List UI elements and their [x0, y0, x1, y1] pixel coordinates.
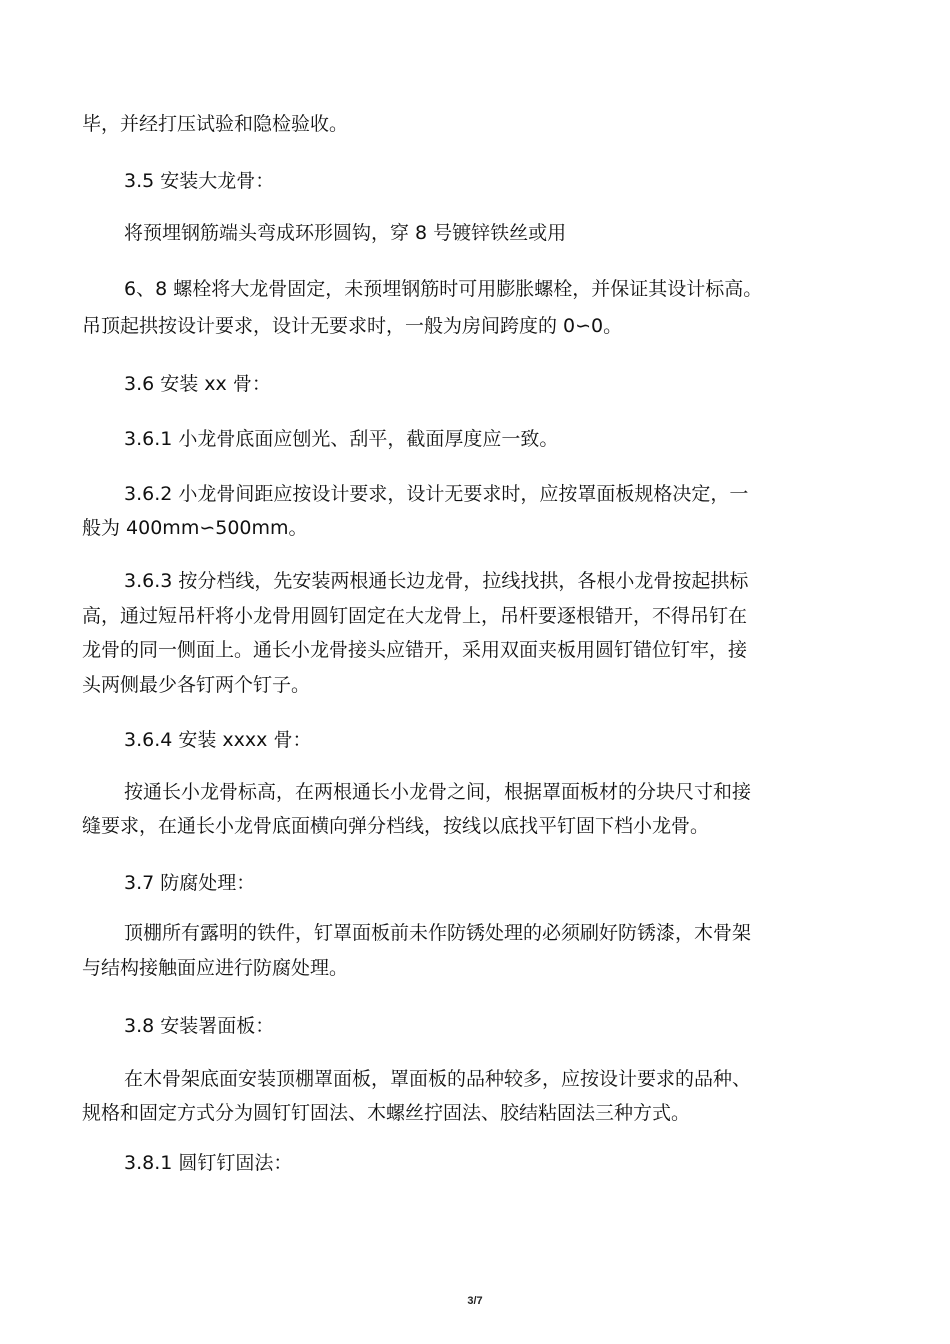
text-line: 与结构接触面应进行防腐处理。 — [82, 957, 349, 979]
section-heading-3-8: 3.8 安装署面板： — [124, 1015, 275, 1037]
text-line: 规格和固定方式分为圆钉钉固法、木螺丝拧固法、胶结粘固法三种方式。 — [82, 1102, 691, 1124]
text-line: 按通长小龙骨标高，在两根通长小龙骨之间，根据罩面板材的分块尺寸和接 — [124, 781, 752, 803]
text-line: 般为 400mm∽500mm。 — [82, 517, 308, 539]
text-line: 3.6.1 小龙骨底面应刨光、刮平，截面厚度应一致。 — [124, 428, 559, 450]
section-heading-3-6-4: 3.6.4 安装 xxxx 骨： — [124, 729, 312, 751]
text-line: 3.6.2 小龙骨间距应按设计要求，设计无要求时，应按罩面板规格决定，一 — [124, 483, 749, 505]
section-heading-3-8-1: 3.8.1 圆钉钉固法： — [124, 1152, 293, 1174]
text-line: 吊顶起拱按设计要求，设计无要求时，一般为房间跨度的 0∽0。 — [82, 315, 623, 337]
text-line: 在木骨架底面安装顶棚罩面板，罩面板的品种较多，应按设计要求的品种、 — [124, 1068, 752, 1090]
text-line: 6、8 螺栓将大龙骨固定，未预埋钢筋时可用膨胀螺栓，并保证其设计标高。 — [124, 278, 763, 300]
text-line: 毕，并经打压试验和隐检验收。 — [82, 113, 349, 135]
text-line: 将预埋钢筋端头弯成环形圆钩，穿 8 号镀锌铁丝或用 — [124, 222, 567, 244]
text-line: 龙骨的同一侧面上。通长小龙骨接头应错开，采用双面夹板用圆钉错位钉牢，接 — [82, 639, 748, 661]
section-heading-3-7: 3.7 防腐处理： — [124, 872, 256, 894]
text-line: 头两侧最少各钉两个钉子。 — [82, 674, 311, 696]
text-line: 高，通过短吊杆将小龙骨用圆钉固定在大龙骨上，吊杆要逐根错开，不得吊钉在 — [82, 605, 748, 627]
section-heading-3-6: 3.6 安装 xx 骨： — [124, 373, 271, 395]
text-line: 缝要求，在通长小龙骨底面横向弹分档线，按线以底找平钉固下档小龙骨。 — [82, 815, 710, 837]
page-number: 3/7 — [467, 1295, 483, 1307]
text-line: 3.6.3 按分档线，先安装两根通长边龙骨，拉线找拱，各根小龙骨按起拱标 — [124, 570, 749, 592]
text-line: 顶棚所有露明的铁件，钉罩面板前未作防锈处理的必须刷好防锈漆，木骨架 — [124, 922, 752, 944]
section-heading-3-5: 3.5 安装大龙骨： — [124, 170, 275, 192]
